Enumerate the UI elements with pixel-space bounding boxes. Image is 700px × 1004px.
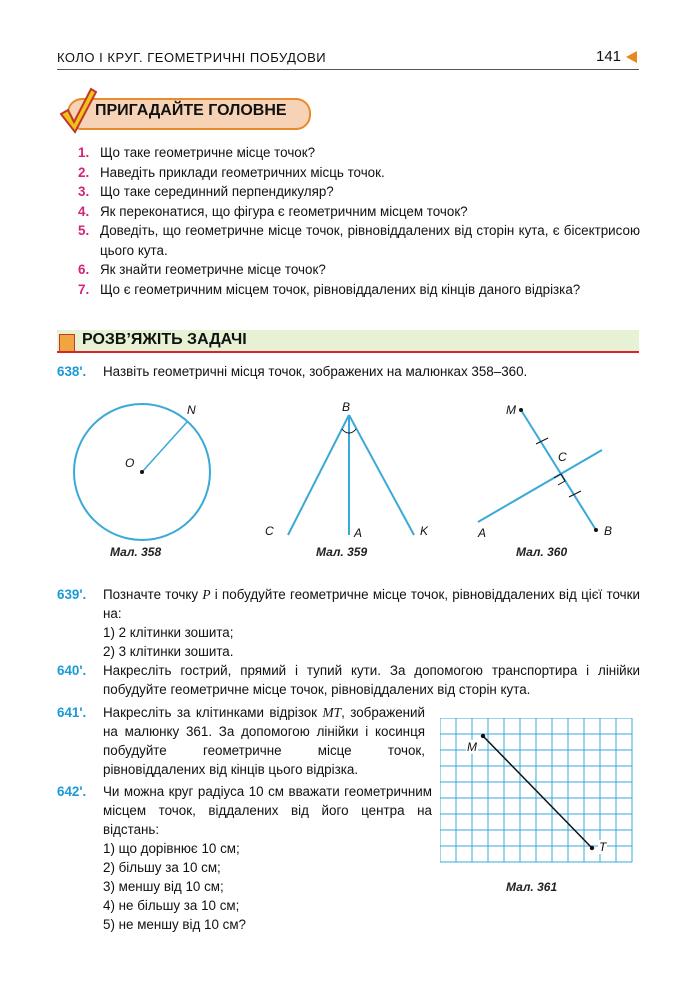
list-item (78, 163, 640, 183)
task-638 (57, 362, 640, 381)
task-640 (57, 661, 640, 699)
question-number: 7. (78, 281, 90, 297)
question-number: 1. (78, 145, 90, 160)
task-text-part: Накресліть за клітинками відрізок (103, 705, 318, 720)
label-T: T (599, 840, 607, 854)
label-B: B (604, 524, 613, 538)
task-text (103, 703, 425, 779)
task-641 (57, 703, 425, 779)
task-number: 638'. (57, 364, 87, 379)
segment-mb (521, 410, 596, 530)
label-B: B (342, 400, 351, 414)
angle-arc-right (349, 429, 356, 433)
label-C: C (265, 524, 274, 538)
question-number: 4. (78, 203, 90, 219)
label-M: M (506, 403, 516, 417)
figure-361-caption: Мал. 361 (506, 880, 558, 894)
center-point (140, 470, 144, 474)
point-b (594, 528, 598, 532)
question-text: Що є геометричним місцем точок, рівновіддалених від кінців даного відрізка? (100, 281, 581, 297)
list-item: 4) не більшу за 10 см; (103, 898, 240, 913)
task-text-part: , зображений на малюнку 361. За допомогою лінійки і косинця побудуйте геометричне місце точок, рівновіддалених від кінців цього відрізка. (103, 705, 426, 777)
question-text: Наведіть приклади геометричних місць точок. (100, 164, 385, 180)
question-number: 3. (78, 184, 90, 199)
task-text: Назвіть геометричні місця точок, зображених на малюнках 358–360. (103, 364, 528, 379)
question-text: Доведіть, що геометричне місце точок, рівновіддалених від сторін кута, є бісектрисою цього кута. (100, 223, 640, 258)
hourglass-icon (59, 334, 75, 352)
question-text: Як знайти геометричне місце точок? (100, 262, 326, 277)
task-number: 641'. (57, 705, 87, 720)
page-marker-icon (626, 51, 637, 63)
list-item (78, 182, 640, 202)
task-642 (57, 782, 432, 934)
label-A: A (478, 526, 487, 540)
point-m (519, 408, 523, 412)
label-K: K (420, 524, 429, 538)
question-list (78, 143, 640, 299)
list-item (78, 260, 640, 280)
figure-360 (470, 400, 620, 540)
recall-title: ПРИГАДАЙТЕ ГОЛОВНЕ (95, 102, 287, 119)
checkmark-icon (58, 86, 98, 134)
label-M: M (467, 740, 477, 754)
label-C: C (558, 450, 567, 464)
list-item: 3) меншу від 10 см; (103, 879, 224, 894)
angle-arc-left (342, 429, 349, 433)
solve-rule (57, 351, 639, 353)
list-item: 1) що дорівнює 10 см; (103, 841, 240, 856)
radius-line (142, 422, 187, 472)
list-item (78, 143, 640, 163)
list-item: 5) не меншу від 10 см? (103, 917, 246, 932)
ray-bk (349, 415, 414, 535)
point-t (590, 846, 594, 850)
label-A: A (354, 526, 363, 540)
point-variable: P (202, 587, 211, 602)
list-item (78, 202, 640, 222)
task-639 (57, 585, 640, 661)
segment-mt (483, 736, 592, 848)
label-N: N (187, 403, 196, 417)
question-text: Що таке серединний перпендикуляр? (100, 184, 334, 199)
page-number: 141 (596, 48, 622, 65)
header-rule (57, 69, 639, 70)
task-text-part: і побудуйте геометричне місце точок, рівновіддалених від цієї точки на: (103, 587, 640, 621)
running-header: КОЛО І КРУГ. ГЕОМЕТРИЧНІ ПОБУДОВИ (57, 50, 327, 65)
figure-359 (270, 405, 430, 540)
list-item: 2) 3 клітинки зошита. (103, 644, 234, 659)
figure-358 (70, 400, 220, 550)
figure-358-caption: Мал. 358 (110, 545, 162, 559)
figure-360-caption: Мал. 360 (516, 545, 568, 559)
list-item: 2) більшу за 10 см; (103, 860, 221, 875)
list-item: 1) 2 клітинки зошита; (103, 625, 234, 640)
question-text: Як переконатися, що фігура є геометричним місцем точок? (100, 203, 468, 219)
task-text-part: Позначте точку (103, 587, 199, 602)
solve-title: РОЗВ’ЯЖІТЬ ЗАДАЧІ (82, 331, 247, 348)
point-m (481, 734, 485, 738)
question-number: 6. (78, 262, 90, 277)
task-text: Чи можна круг радіуса 10 см вважати геометричним місцем точок, віддалених від його центра на відстань: (103, 784, 432, 837)
figure-359-caption: Мал. 359 (316, 545, 368, 559)
task-number: 640'. (57, 663, 87, 678)
label-O: O (125, 456, 135, 470)
task-text: Накресліть гострий, прямий і тупий кути. За допомогою транспортира і лінійки побудуйте геометричне місце точок, рівновіддалених від сторін кута. (103, 663, 640, 697)
ray-bc (288, 415, 349, 535)
segment-variable: MT (322, 705, 342, 720)
list-item (78, 221, 640, 260)
task-number: 642'. (57, 784, 87, 799)
question-number: 5. (78, 223, 90, 238)
task-text (103, 585, 640, 623)
question-number: 2. (78, 164, 90, 180)
list-item (78, 280, 640, 300)
question-text: Що таке геометричне місце точок? (100, 145, 316, 160)
task-number: 639'. (57, 587, 87, 602)
